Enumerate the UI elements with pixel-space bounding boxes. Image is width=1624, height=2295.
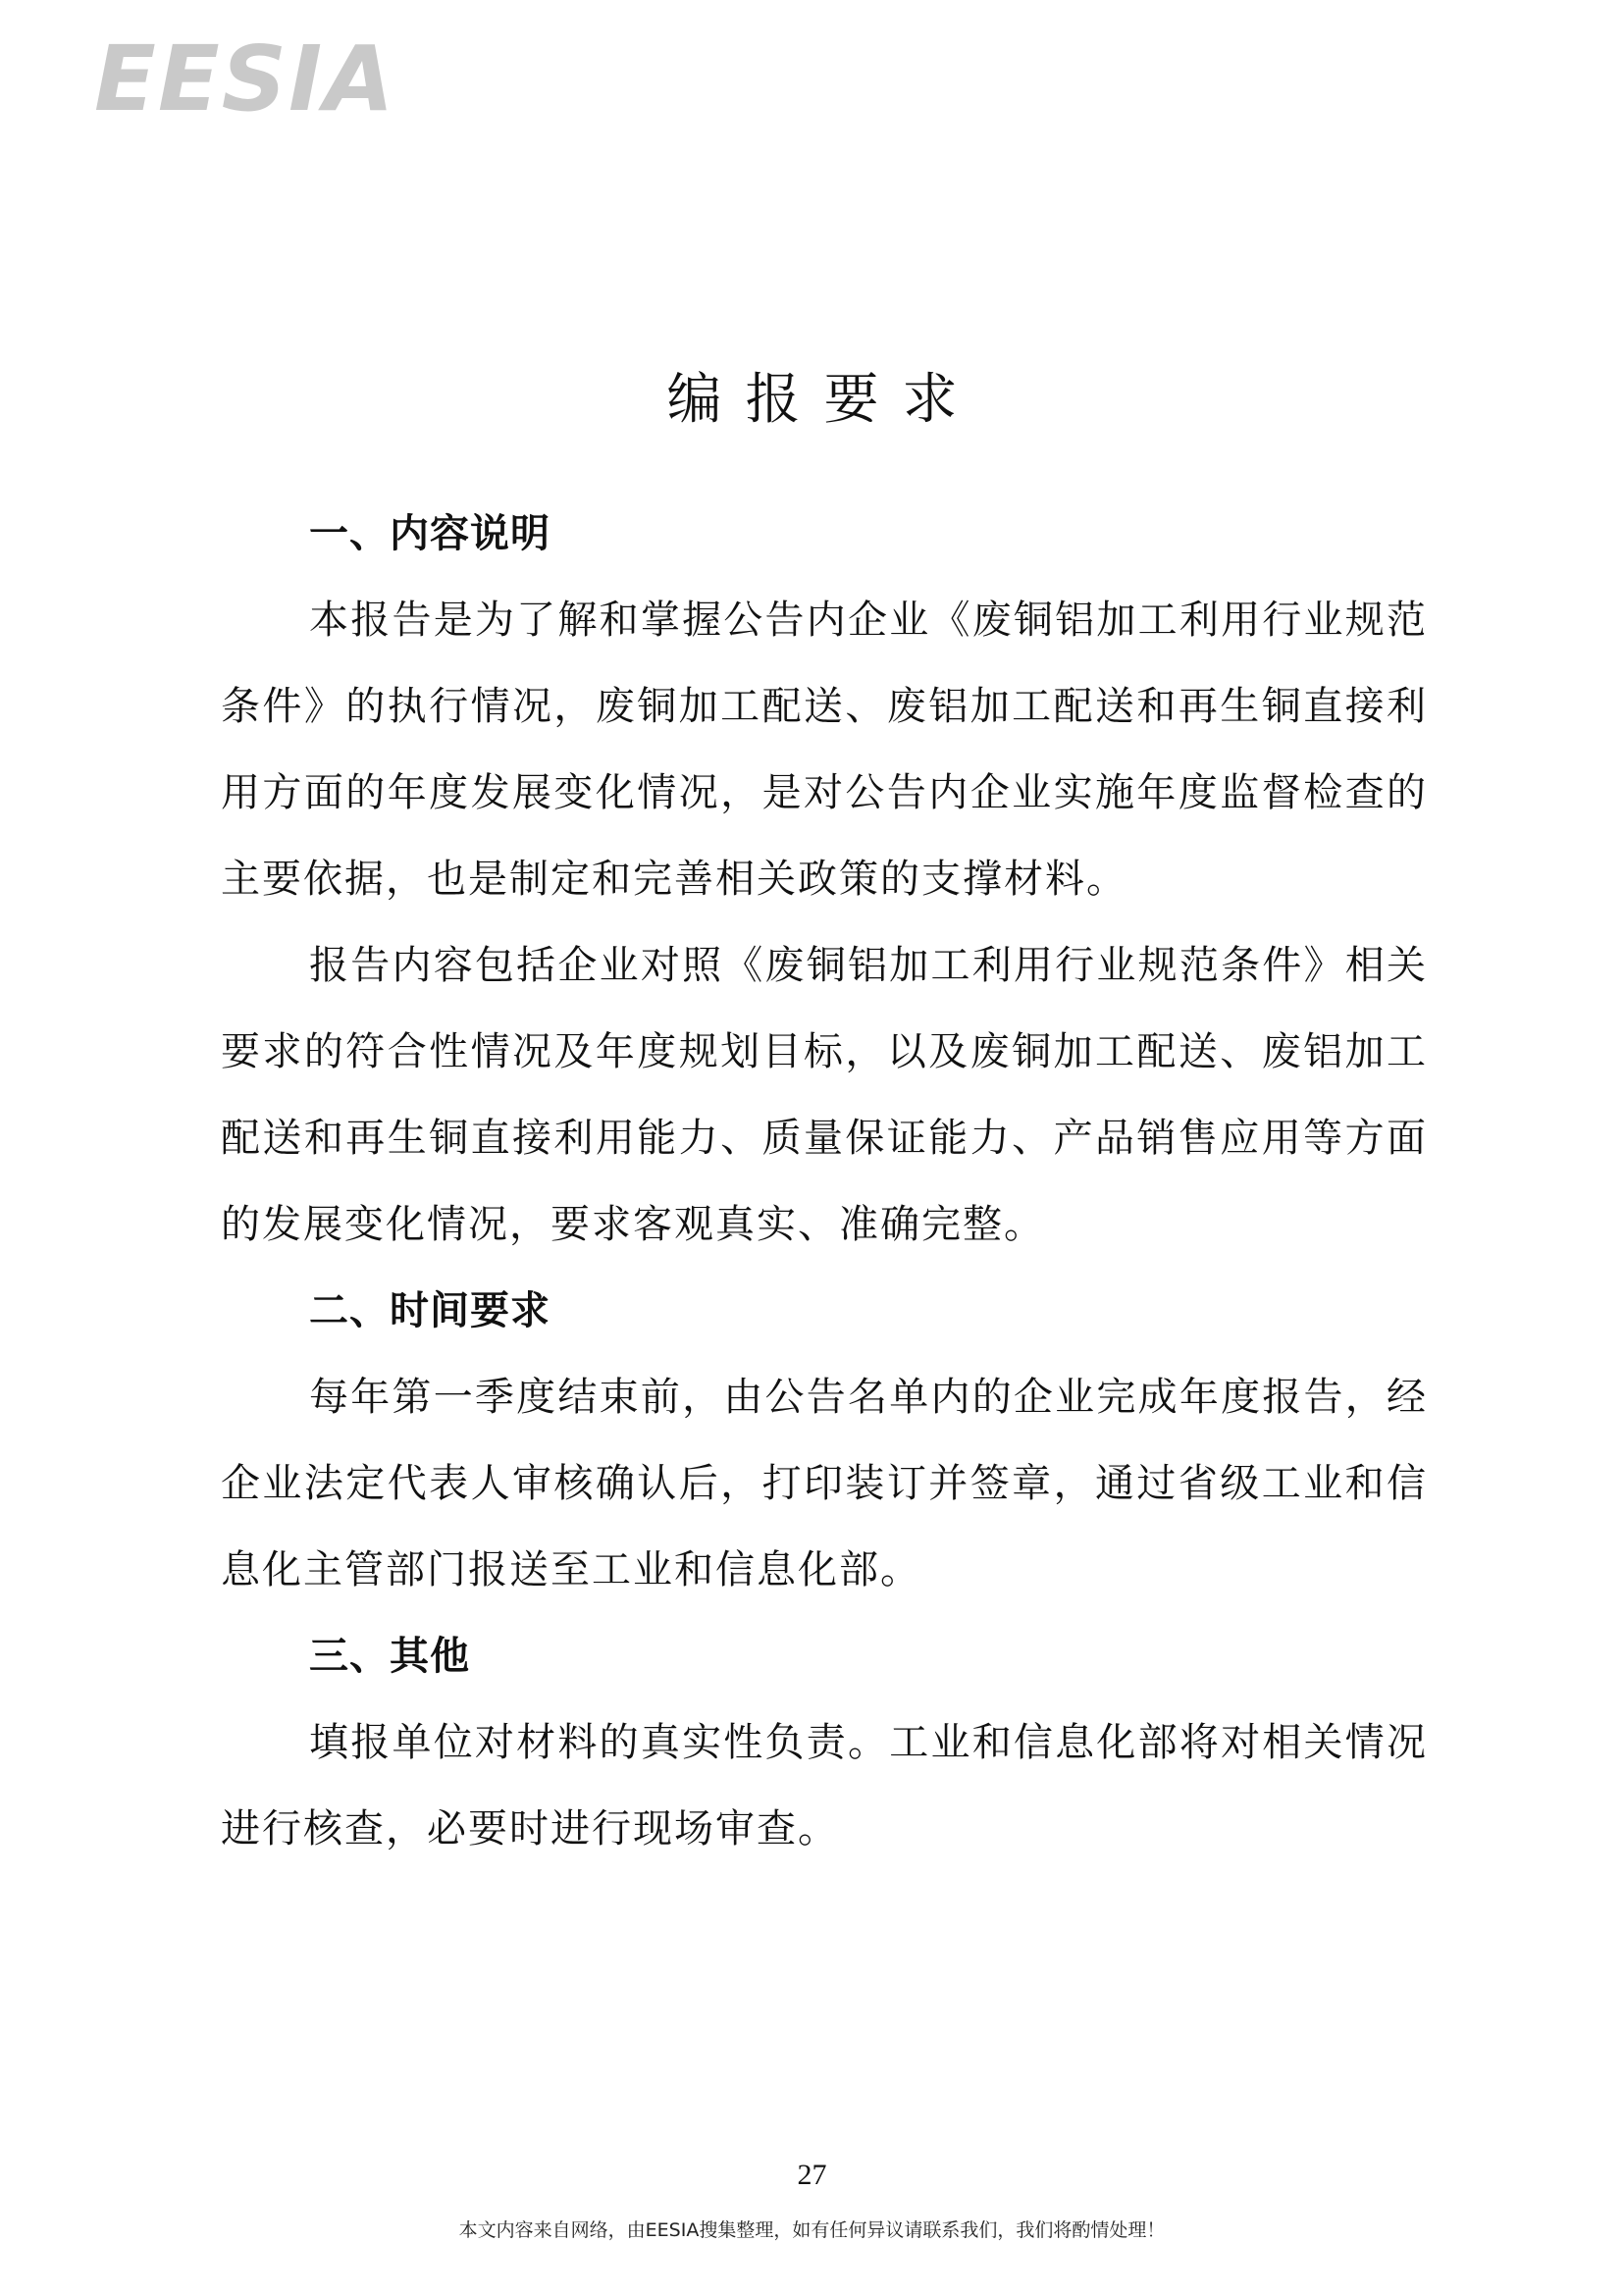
footer-disclaimer: 本文内容来自网络，由EESIA搜集整理，如有任何异议请联系我们，我们将酌情处理！ (458, 2219, 1166, 2241)
page-title: 编报要求 (666, 367, 981, 432)
paragraph: 填报单位对材料的真实性负责。工业和信息化部将对相关情况进行核查，必要时进行现场审查。 (221, 1720, 1428, 1852)
section-heading: 二、时间要求 (309, 1288, 550, 1333)
eesia-logo-text: EESIA (94, 27, 396, 126)
paragraph: 报告内容包括企业对照《废铜铝加工利用行业规范条件》相关要求的符合性情况及年度规划目标，以及废铜加工配送、废铝加工配送和再生铜直接利用能力、质量保证能力、产品销售应用等方面的发展变化情况，要求客观真实、准确完整。 (221, 943, 1428, 1247)
section-other (221, 1613, 1428, 1872)
section-heading: 三、其他 (309, 1634, 470, 1679)
section-content-description (221, 491, 1428, 1268)
section-time-requirements (221, 1268, 1428, 1613)
paragraph: 每年第一季度结束前，由公告名单内的企业完成年度报告，经企业法定代表人审核确认后，打印装订并签章，通过省级工业和信息化主管部门报送至工业和信息化部。 (221, 1375, 1428, 1592)
section-heading: 一、内容说明 (309, 511, 550, 556)
paragraph: 本报告是为了解和掌握公告内企业《废铜铝加工利用行业规范条件》的执行情况，废铜加工配送、废铝加工配送和再生铜直接利用方面的年度发展变化情况，是对公告内企业实施年度监督检查的主要依据，也是制定和完善相关政策的支撑材料。 (221, 598, 1428, 902)
document-body (221, 491, 1428, 1872)
page-number: 27 (797, 2159, 827, 2191)
eesia-logo (90, 27, 404, 126)
